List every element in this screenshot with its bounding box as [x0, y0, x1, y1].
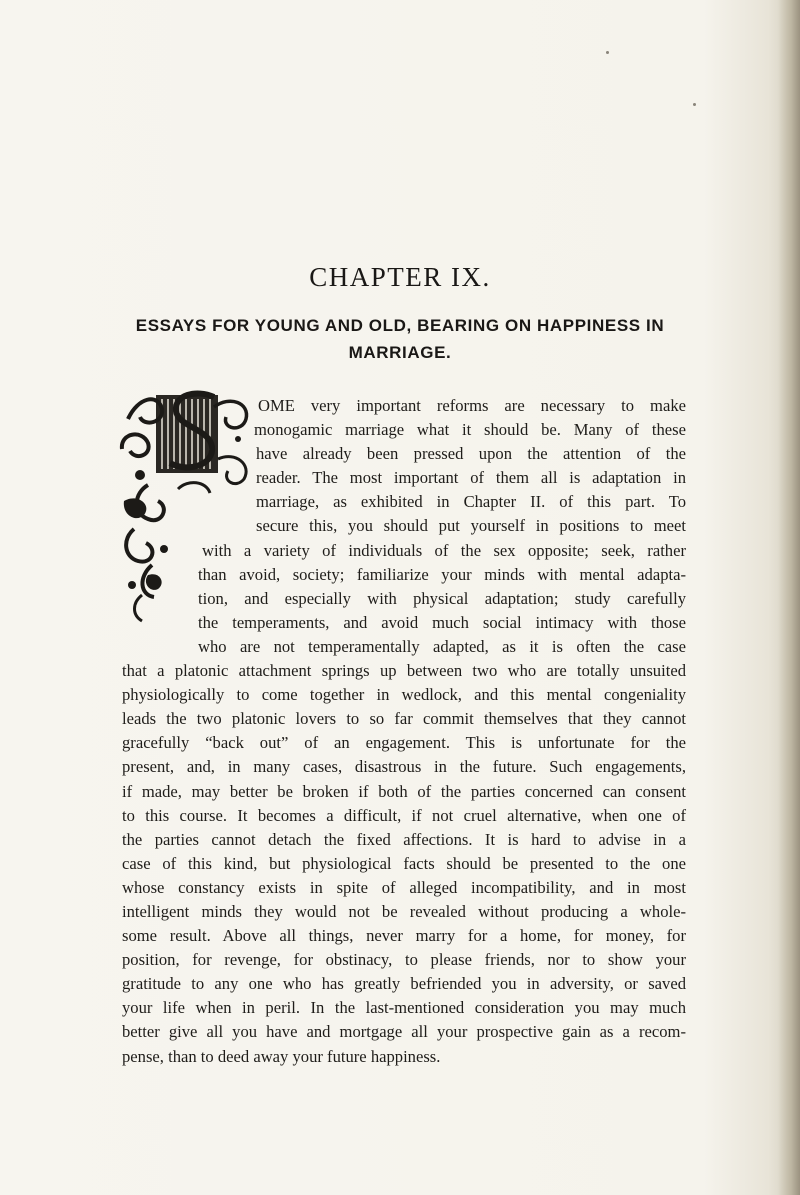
- body-line: have already been pressed upon the attention of the: [256, 444, 686, 464]
- body-line: your life when in peril. In the last-mentioned consideration you may much: [122, 998, 686, 1018]
- body-line: who are not temperamentally adapted, as it is often the case: [198, 636, 686, 656]
- body-line: some result. Above all things, never marry for a home, for money, for: [122, 926, 686, 946]
- body-line: secure this, you should put yourself in positions to meet: [256, 516, 686, 536]
- page-edge-shadow: [778, 0, 800, 1195]
- body-line: than avoid, society; familiarize your minds with mental adapta-: [198, 564, 686, 584]
- body-line: gracefully “back out” of an engagement. This is unfortunate for the: [122, 733, 686, 753]
- body-line: with a variety of individuals of the sex opposite; seek, rather: [202, 540, 686, 560]
- body-line: present, and, in many cases, disastrous in the future. Such engagements,: [122, 757, 686, 777]
- chapter-title: CHAPTER IX.: [309, 262, 491, 292]
- body-line: physiologically to come together in wedlock, and this mental congeniality: [122, 685, 686, 705]
- body-line: to this course. It becomes a difficult, if not cruel alternative, when one of: [122, 805, 686, 825]
- body-text: [122, 394, 686, 1069]
- section-title: ESSAYS FOR YOUNG AND OLD, BEARING ON HAPPINESS IN MARRIAGE.: [135, 316, 665, 362]
- body-line: case of this kind, but physiological facts should be presented to the one: [122, 853, 686, 873]
- body-line: monogamic marriage what it should be. Many of these: [254, 420, 686, 440]
- body-line: reader. The most important of them all is adaptation in: [256, 468, 686, 488]
- body-line: OME very important reforms are necessary to make: [258, 396, 686, 415]
- paper-speck: [693, 103, 696, 106]
- body-line: gratitude to any one who has greatly befriended you in adversity, or saved: [122, 974, 686, 994]
- body-line: marriage, as exhibited in Chapter II. of this part. To: [256, 492, 686, 512]
- body-line: whose constancy exists in spite of alleged incompatibility, and in most: [122, 877, 686, 897]
- body-line: position, for revenge, for obstinacy, to please friends, nor to show your: [122, 950, 686, 970]
- body-line: the parties cannot detach the fixed affections. It is hard to advise in a: [122, 829, 686, 849]
- paper-speck: [606, 51, 609, 54]
- body-line: better give all you have and mortgage all your prospective gain as a recom-: [122, 1022, 686, 1042]
- body-line: the temperaments, and avoid much social intimacy with those: [198, 612, 686, 632]
- body-line: intelligent minds they would not be revealed without producing a whole-: [122, 901, 686, 921]
- body-line: pense, than to deed away your future happiness.: [122, 1046, 441, 1066]
- body-line: if made, may better be broken if both of the parties concerned can consent: [122, 781, 686, 801]
- body-line: that a platonic attachment springs up between two who are totally unsuited: [122, 661, 686, 681]
- body-line: leads the two platonic lovers to so far commit themselves that they cannot: [122, 709, 686, 729]
- body-line: tion, and especially with physical adaptation; study carefully: [198, 588, 686, 608]
